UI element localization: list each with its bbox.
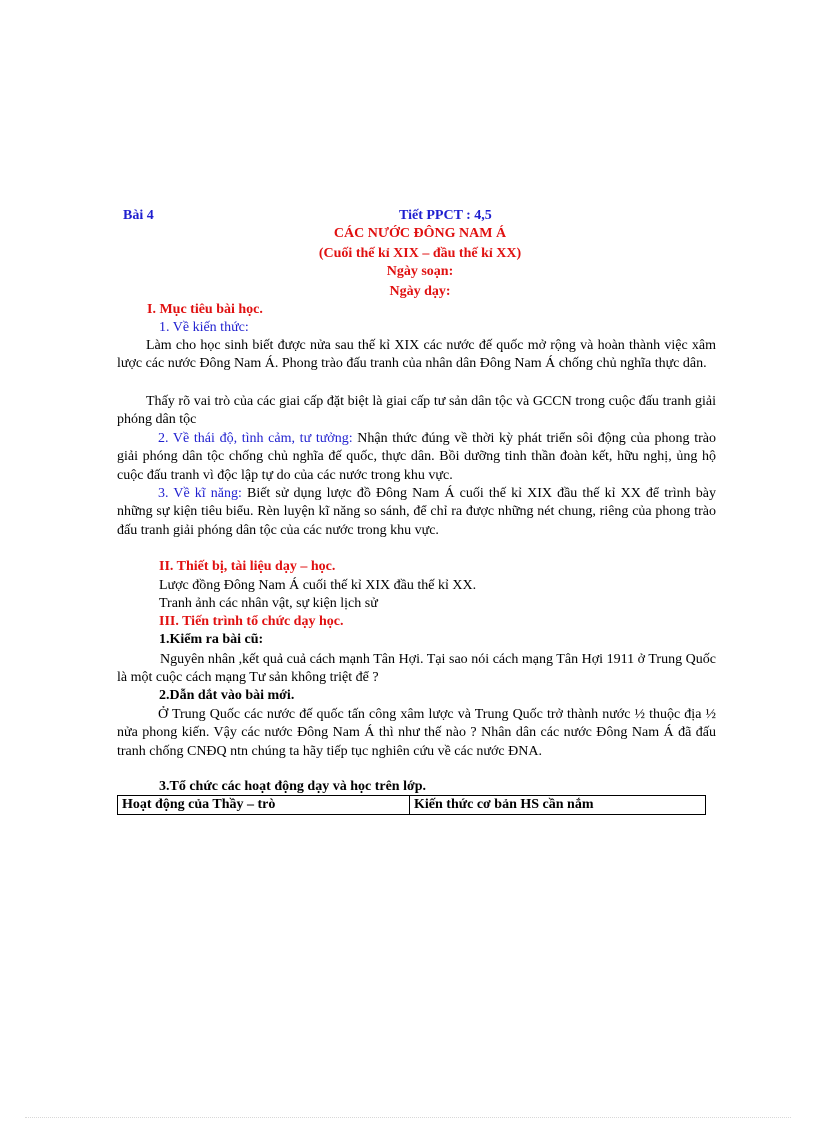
section2-heading: II. Thiết bị, tài liệu dạy – học. bbox=[159, 559, 336, 574]
attitude-paragraph bbox=[117, 430, 716, 485]
attitude-label: 2. Về thái độ, tình cảm, tư tưởng: bbox=[158, 431, 353, 446]
intro-paragraph bbox=[117, 706, 716, 761]
page-bottom-divider bbox=[25, 1117, 791, 1118]
equipment-item-1: Lược đồng Đông Nam Á cuối thế kỉ XIX đầu thế kỉ XX. bbox=[159, 578, 477, 593]
intro-label: 2.Dẫn dắt vào bài mới. bbox=[159, 688, 295, 703]
teach-date: Ngày dạy: bbox=[389, 284, 451, 299]
check-label: 1.Kiểm ra bài cũ: bbox=[159, 632, 264, 647]
knowledge-text-1: Làm cho học sinh biết được nửa sau thế kỉ XIX các nước đế quốc mở rộng và hoàn thành việc xâm lược các nước Đông Nam Á. Phong trào đấu tranh của nhân dân Đông Nam Á chống chủ nghĩa thực dân. bbox=[117, 338, 716, 372]
table-header-activities: Hoạt động của Thầy – trò bbox=[118, 796, 410, 814]
activity-table-header bbox=[117, 795, 706, 815]
period-label: Tiết PPCT : 4,5 bbox=[399, 208, 492, 223]
prep-date: Ngày soạn: bbox=[386, 264, 454, 279]
knowledge-paragraph-2 bbox=[117, 393, 716, 430]
attitude-text: Nhận thức đúng về thời kỳ phát triển sôi động của phong trào giải phóng dân tộc chống chủ nghĩa đế quốc, thực dân. Bồi dưỡng tinh thần đoàn kết, hữu nghị, ủng hộ cuộc đấu tranh vì độc lập tự do của các nước trong khu vực. bbox=[117, 431, 716, 483]
intro-text: Ở Trung Quốc các nước đế quốc tấn công xâm lược và Trung Quốc trở thành nước ½ thuộc địa ½ nửa phong kiến. Vậy các nước Đông Nam Á thì như thế nào ? Nhân dân các nước Đông Nam Á đã đấu tranh chống CNĐQ ntn chúng ta hãy tiếp tục nghiên cứu về các nước ĐNA. bbox=[117, 707, 716, 759]
check-paragraph bbox=[117, 651, 716, 688]
lesson-title: CÁC NƯỚC ĐÔNG NAM Á bbox=[333, 226, 507, 241]
section3-heading: III. Tiến trình tổ chức dạy học. bbox=[159, 614, 344, 629]
check-text: Nguyên nhân ,kết quả cuả cách mạnh Tân Hợi. Tại sao nói cách mạng Tân Hợi 1911 ở Trung Quốc là một cuộc cách mạng Tư sản không triệt để ? bbox=[117, 652, 716, 686]
skill-text: Biết sử dụng lược đồ Đông Nam Á cuối thế kỉ XIX đầu thế kỉ XX để trình bày những sự kiện tiêu biểu. Rèn luyện kĩ năng so sánh, để chỉ ra được những nét chung, riêng của phong trào đấu tranh giải phóng dân tộc của các nước trong khu vực. bbox=[117, 486, 716, 538]
knowledge-paragraph-1 bbox=[117, 337, 716, 374]
section1-heading: I. Mục tiêu bài học. bbox=[147, 302, 263, 317]
skill-label: 3. Về kĩ năng: bbox=[158, 486, 242, 501]
table-header-knowledge: Kiến thức cơ bản HS cần nắm bbox=[414, 797, 594, 812]
equipment-item-2: Tranh ảnh các nhân vật, sự kiện lịch sử bbox=[159, 596, 378, 611]
skill-paragraph bbox=[117, 485, 716, 540]
lesson-number: Bài 4 bbox=[123, 208, 154, 223]
knowledge-label: 1. Về kiến thức: bbox=[159, 320, 249, 335]
organization-label: 3.Tổ chức các hoạt động dạy và học trên lớp. bbox=[159, 779, 426, 794]
lesson-subtitle: (Cuối thế kỉ XIX – đầu thế kỉ XX) bbox=[318, 246, 522, 261]
knowledge-text-2: Thấy rõ vai trò của các giai cấp đặt biệt là giai cấp tư sản dân tộc và GCCN trong cuộc đấu tranh giải phóng dân tộc bbox=[117, 394, 716, 428]
